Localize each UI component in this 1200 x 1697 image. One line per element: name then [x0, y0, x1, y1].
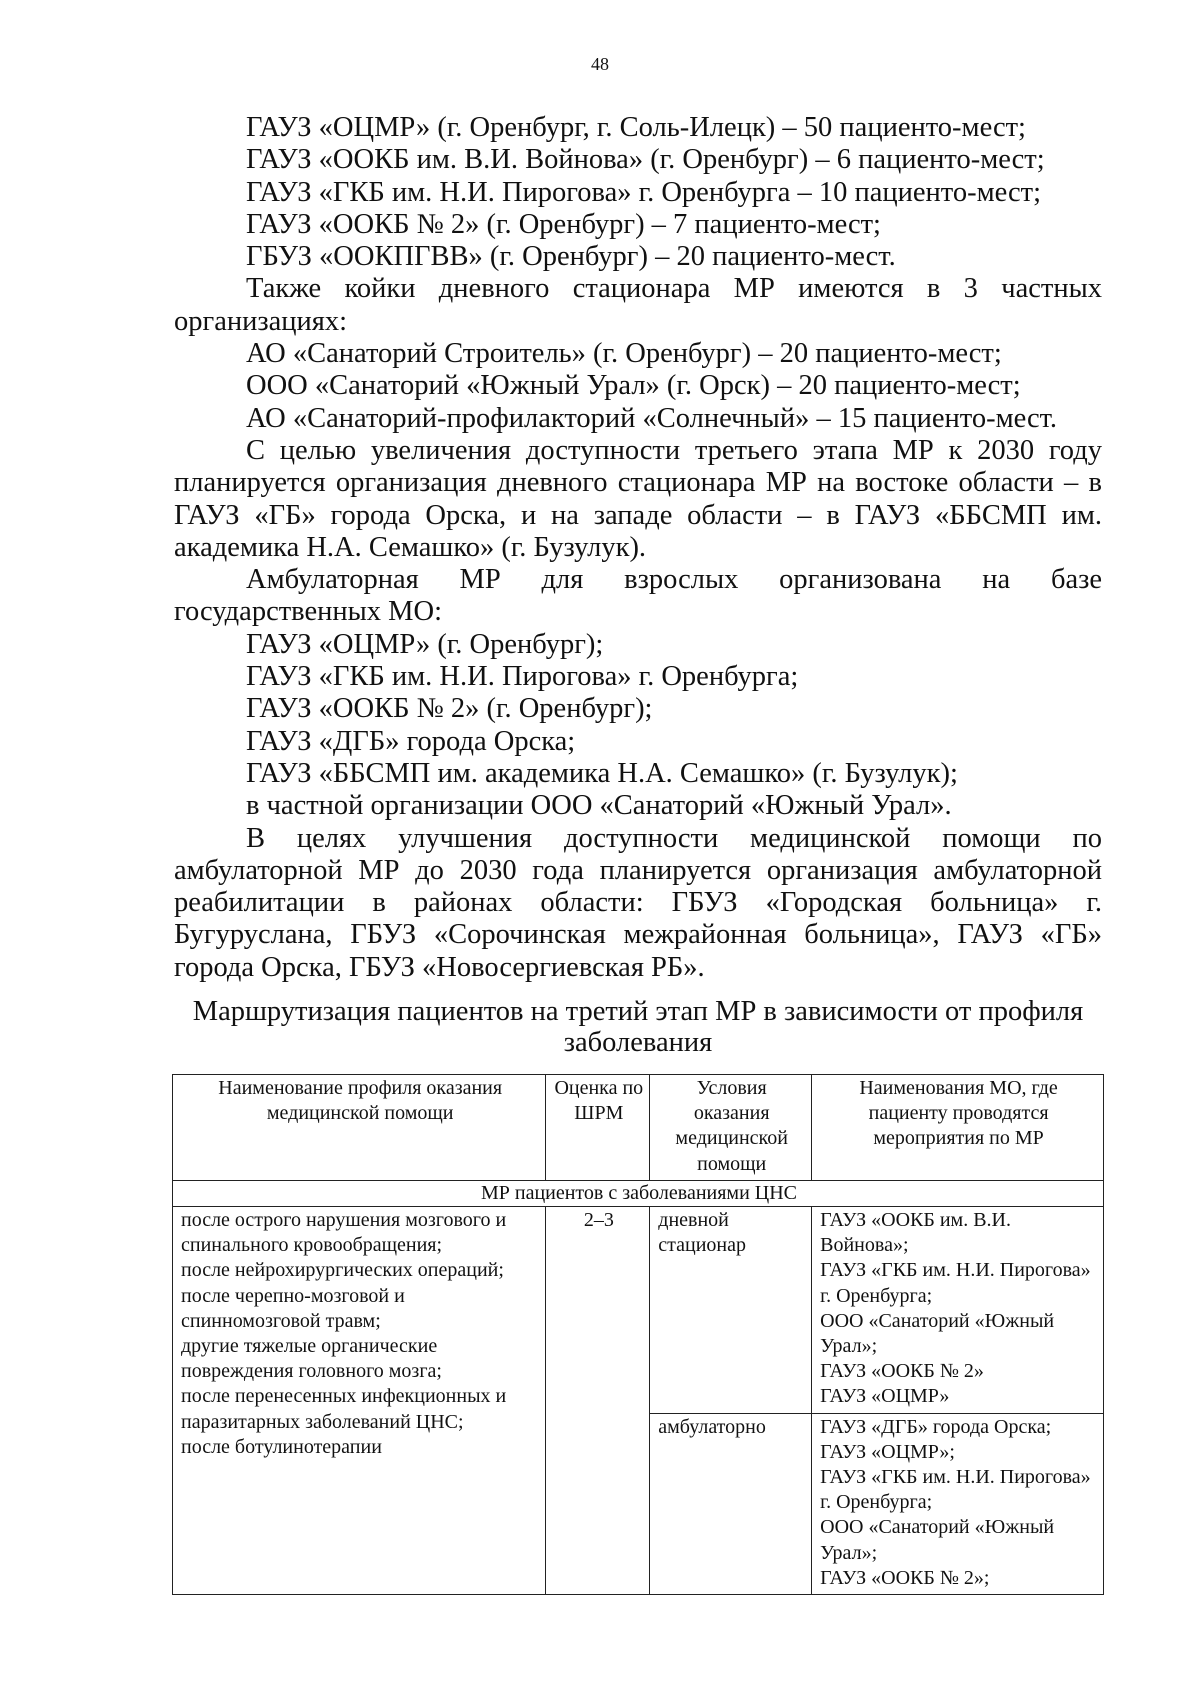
paragraph: ГАУЗ «ГКБ им. Н.И. Пирогова» г. Оренбурга – 10 пациенто-мест;: [246, 176, 1042, 208]
paragraph: АО «Санаторий Строитель» (г. Оренбург) – 20 пациенто-мест;: [246, 338, 1002, 370]
paragraph: в частной организации ООО «Санаторий «Южный Урал».: [246, 790, 952, 822]
paragraph: Также койки дневного стационара МР имеются в 3 частных организациях:: [174, 273, 1102, 337]
condition-cell: амбулаторно: [650, 1413, 812, 1594]
paragraph: ООО «Санаторий «Южный Урал» (г. Орск) – 20 пациенто-мест;: [246, 370, 1021, 402]
paragraph: ГАУЗ «ОЦМР» (г. Оренбург);: [246, 628, 604, 660]
body-text: [174, 112, 1102, 984]
table-caption: Маршрутизация пациентов на третий этап МР в зависимости от профиля заболевания: [192, 996, 1084, 1058]
paragraph: ГАУЗ «ОЦМР» (г. Оренбург, г. Соль-Илецк) – 50 пациенто-мест;: [246, 112, 1026, 143]
paragraph: ГАУЗ «ДГБ» города Орска;: [246, 725, 576, 757]
organizations-cell: ГАУЗ «ДГБ» города Орска; ГАУЗ «ОЦМР»; ГАУЗ «ГКБ им. Н.И. Пирогова» г. Оренбурга; ООО «Санаторий «Южный Урал»; ГАУЗ «ООКБ № 2»;: [812, 1413, 1104, 1594]
paragraph: С целью увеличения доступности третьего этапа МР к 2030 году планируется организация дневного стационара МР на востоке области – в ГАУЗ «ГБ» города Орска, и на западе области – в ГАУЗ «ББСМП им. академика Н.А. Семашко» (г. Бузулук).: [174, 434, 1102, 563]
table-row: [173, 1207, 1104, 1414]
profile-cell: после острого нарушения мозгового и спинального кровообращения; после нейрохирургических операций; после черепно-мозговой и спинномозговой травм; другие тяжелые органические повреждения головного мозга; после перенесенных инфекционных и паразитарных заболеваний ЦНС; после ботулинотерапии: [173, 1207, 546, 1595]
table-section-row: [173, 1180, 1104, 1206]
header-profile: Наименование профиля оказания медицинской помощи: [173, 1075, 546, 1181]
condition-cell: дневной стационар: [650, 1207, 812, 1414]
page-number: 48: [591, 54, 609, 74]
table-header-row: [173, 1075, 1104, 1181]
paragraph: ГАУЗ «ООКБ им. В.И. Войнова» (г. Оренбург) – 6 пациенто-мест;: [246, 144, 1045, 176]
header-conditions: Условия оказания медицинской помощи: [650, 1075, 812, 1181]
paragraph: ГБУЗ «ООКПГВВ» (г. Оренбург) – 20 пациенто-мест.: [246, 241, 896, 273]
routing-table: [172, 1074, 1104, 1595]
paragraph: В целях улучшения доступности медицинской помощи по амбулаторной МР до 2030 года планируется организация амбулаторной реабилитации в районах области: ГБУЗ «Городская больница» г. Бугуруслана, ГБУЗ «Сорочинская межрайонная больница», ГАУЗ «ГБ» города Орска, ГБУЗ «Новосергиевская РБ».: [174, 822, 1102, 983]
paragraph: ГАУЗ «ГКБ им. Н.И. Пирогова» г. Оренбурга;: [246, 661, 799, 693]
score-cell: 2–3: [546, 1207, 650, 1595]
paragraph: АО «Санаторий-профилакторий «Солнечный» – 15 пациенто-мест.: [246, 402, 1058, 434]
paragraph: ГАУЗ «ББСМП им. академика Н.А. Семашко» (г. Бузулук);: [246, 757, 958, 789]
paragraph: Амбулаторная МР для взрослых организована на базе государственных МО:: [174, 564, 1102, 628]
organizations-cell: ГАУЗ «ООКБ им. В.И. Войнова»; ГАУЗ «ГКБ им. Н.И. Пирогова» г. Оренбурга; ООО «Санаторий «Южный Урал»; ГАУЗ «ООКБ № 2» ГАУЗ «ОЦМР»: [812, 1207, 1104, 1414]
header-organizations: Наименования МО, где пациенту проводятся мероприятия по МР: [812, 1075, 1104, 1181]
paragraph: ГАУЗ «ООКБ № 2» (г. Оренбург);: [246, 693, 653, 725]
paragraph: ГАУЗ «ООКБ № 2» (г. Оренбург) – 7 пациенто-мест;: [246, 208, 881, 240]
header-score: Оценка по ШРМ: [546, 1075, 650, 1181]
section-title: МР пациентов с заболеваниями ЦНС: [173, 1180, 1104, 1206]
